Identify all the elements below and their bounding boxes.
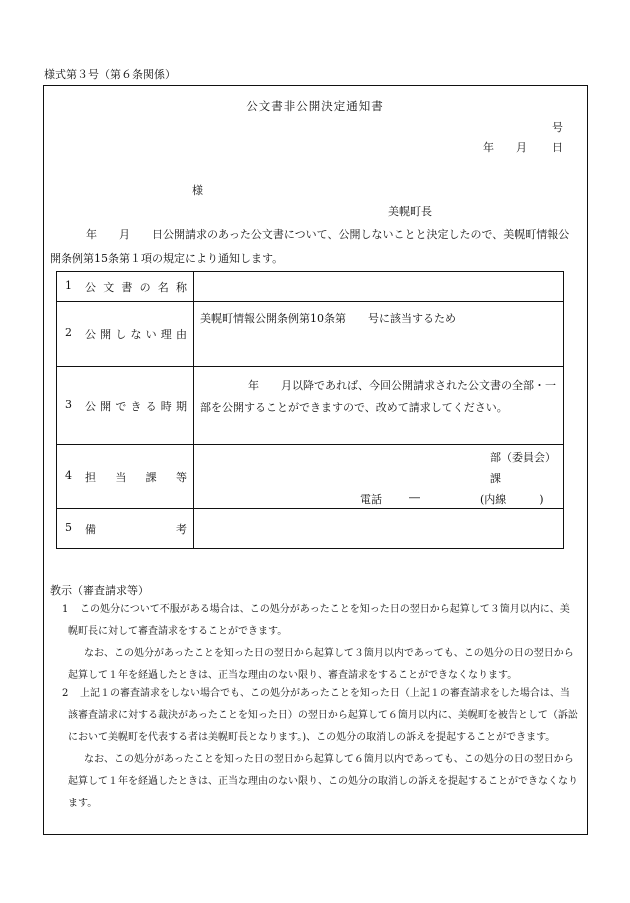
table-row — [57, 367, 564, 445]
table-row — [57, 302, 564, 367]
row-label: 公 文 書 の 名 称 — [85, 280, 187, 294]
row-number: 5 — [65, 520, 72, 534]
phone-label: 電話 — [360, 493, 382, 506]
row-label: 公 開 し な い 理 由 — [85, 328, 187, 341]
row-number: 4 — [65, 468, 72, 482]
instruction-2-text: 上記１の審査請求をしない場合でも、この処分があったことを知った日（上記１の審査請求をした場合は、当該審査請求に対する裁決があったことを知った日）の翌日から起算して６箇月以内に、美幌町を被告として（訴訟において美幌町を代表する者は美幌町長となります。)、この処分の取消しの訴えを提起することができます。 — [68, 688, 578, 743]
table-row — [57, 445, 564, 509]
extension-label: (内線 ) — [480, 493, 544, 506]
row-number: 1 — [65, 278, 72, 292]
remarks-value — [194, 509, 564, 549]
phone-dash: ― — [409, 491, 420, 504]
section-label: 課 — [490, 472, 501, 485]
instructions-heading: 教示（審査請求等） — [50, 584, 149, 597]
date-day: 日 — [552, 141, 563, 154]
table-row — [57, 509, 564, 549]
department-value — [194, 445, 564, 509]
issuer: 美幌町長 — [388, 205, 432, 218]
instruction-1-note: なお、この処分があったことを知った日の翌日から起算して３箇月以内であっても、この処分の日の翌日から起算して１年を経過したときは、正当な理由のない限り、審査請求をすることができなくなります。 — [68, 648, 574, 681]
row-number: 2 — [65, 326, 72, 339]
info-table — [56, 271, 564, 549]
notice-body: 年 月 日公開請求のあった公文書について、公開しないことと決定したので、美幌町情報公開条例第15条第１項の規定により通知します。 — [50, 228, 570, 265]
instruction-1-text: この処分について不服がある場合は、この処分があったことを知った日の翌日から起算して３箇月以内に、美幌町長に対して審査請求をすることができます。 — [68, 604, 570, 637]
disclosure-period-value: 年 月以降であれば、今回公開請求された公文書の全部・一部を公開することができますので、改めて請求してください。 — [194, 367, 564, 445]
instruction-number: 1 — [62, 604, 69, 615]
instruction-number: 2 — [62, 688, 69, 699]
document-name-value — [194, 272, 564, 302]
instruction-2-note: なお、この処分があったことを知った日の翌日から起算して６箇月以内であっても、この処分の日の翌日から起算して１年を経過したときは、正当な理由のない限り、この処分の取消しの訴えを提起することができなくなります。 — [68, 754, 578, 809]
dept-label: 部（委員会） — [490, 451, 556, 464]
document-title: 公文書非公開決定通知書 — [246, 99, 384, 113]
row-label: 公 開 で き る 時 期 — [85, 399, 187, 413]
table-row — [57, 272, 564, 302]
date-month: 月 — [516, 141, 527, 154]
non-disclosure-reason-value: 美幌町情報公開条例第10条第 号に該当するため — [194, 302, 564, 367]
row-label: 備 考 — [85, 522, 187, 536]
date-year: 年 — [483, 141, 494, 154]
row-number: 3 — [65, 397, 72, 411]
form-number: 様式第３号（第６条関係） — [44, 68, 176, 81]
addressee-suffix: 様 — [192, 184, 203, 197]
number-suffix: 号 — [552, 121, 563, 134]
row-label: 担 当 課 等 — [85, 470, 187, 484]
